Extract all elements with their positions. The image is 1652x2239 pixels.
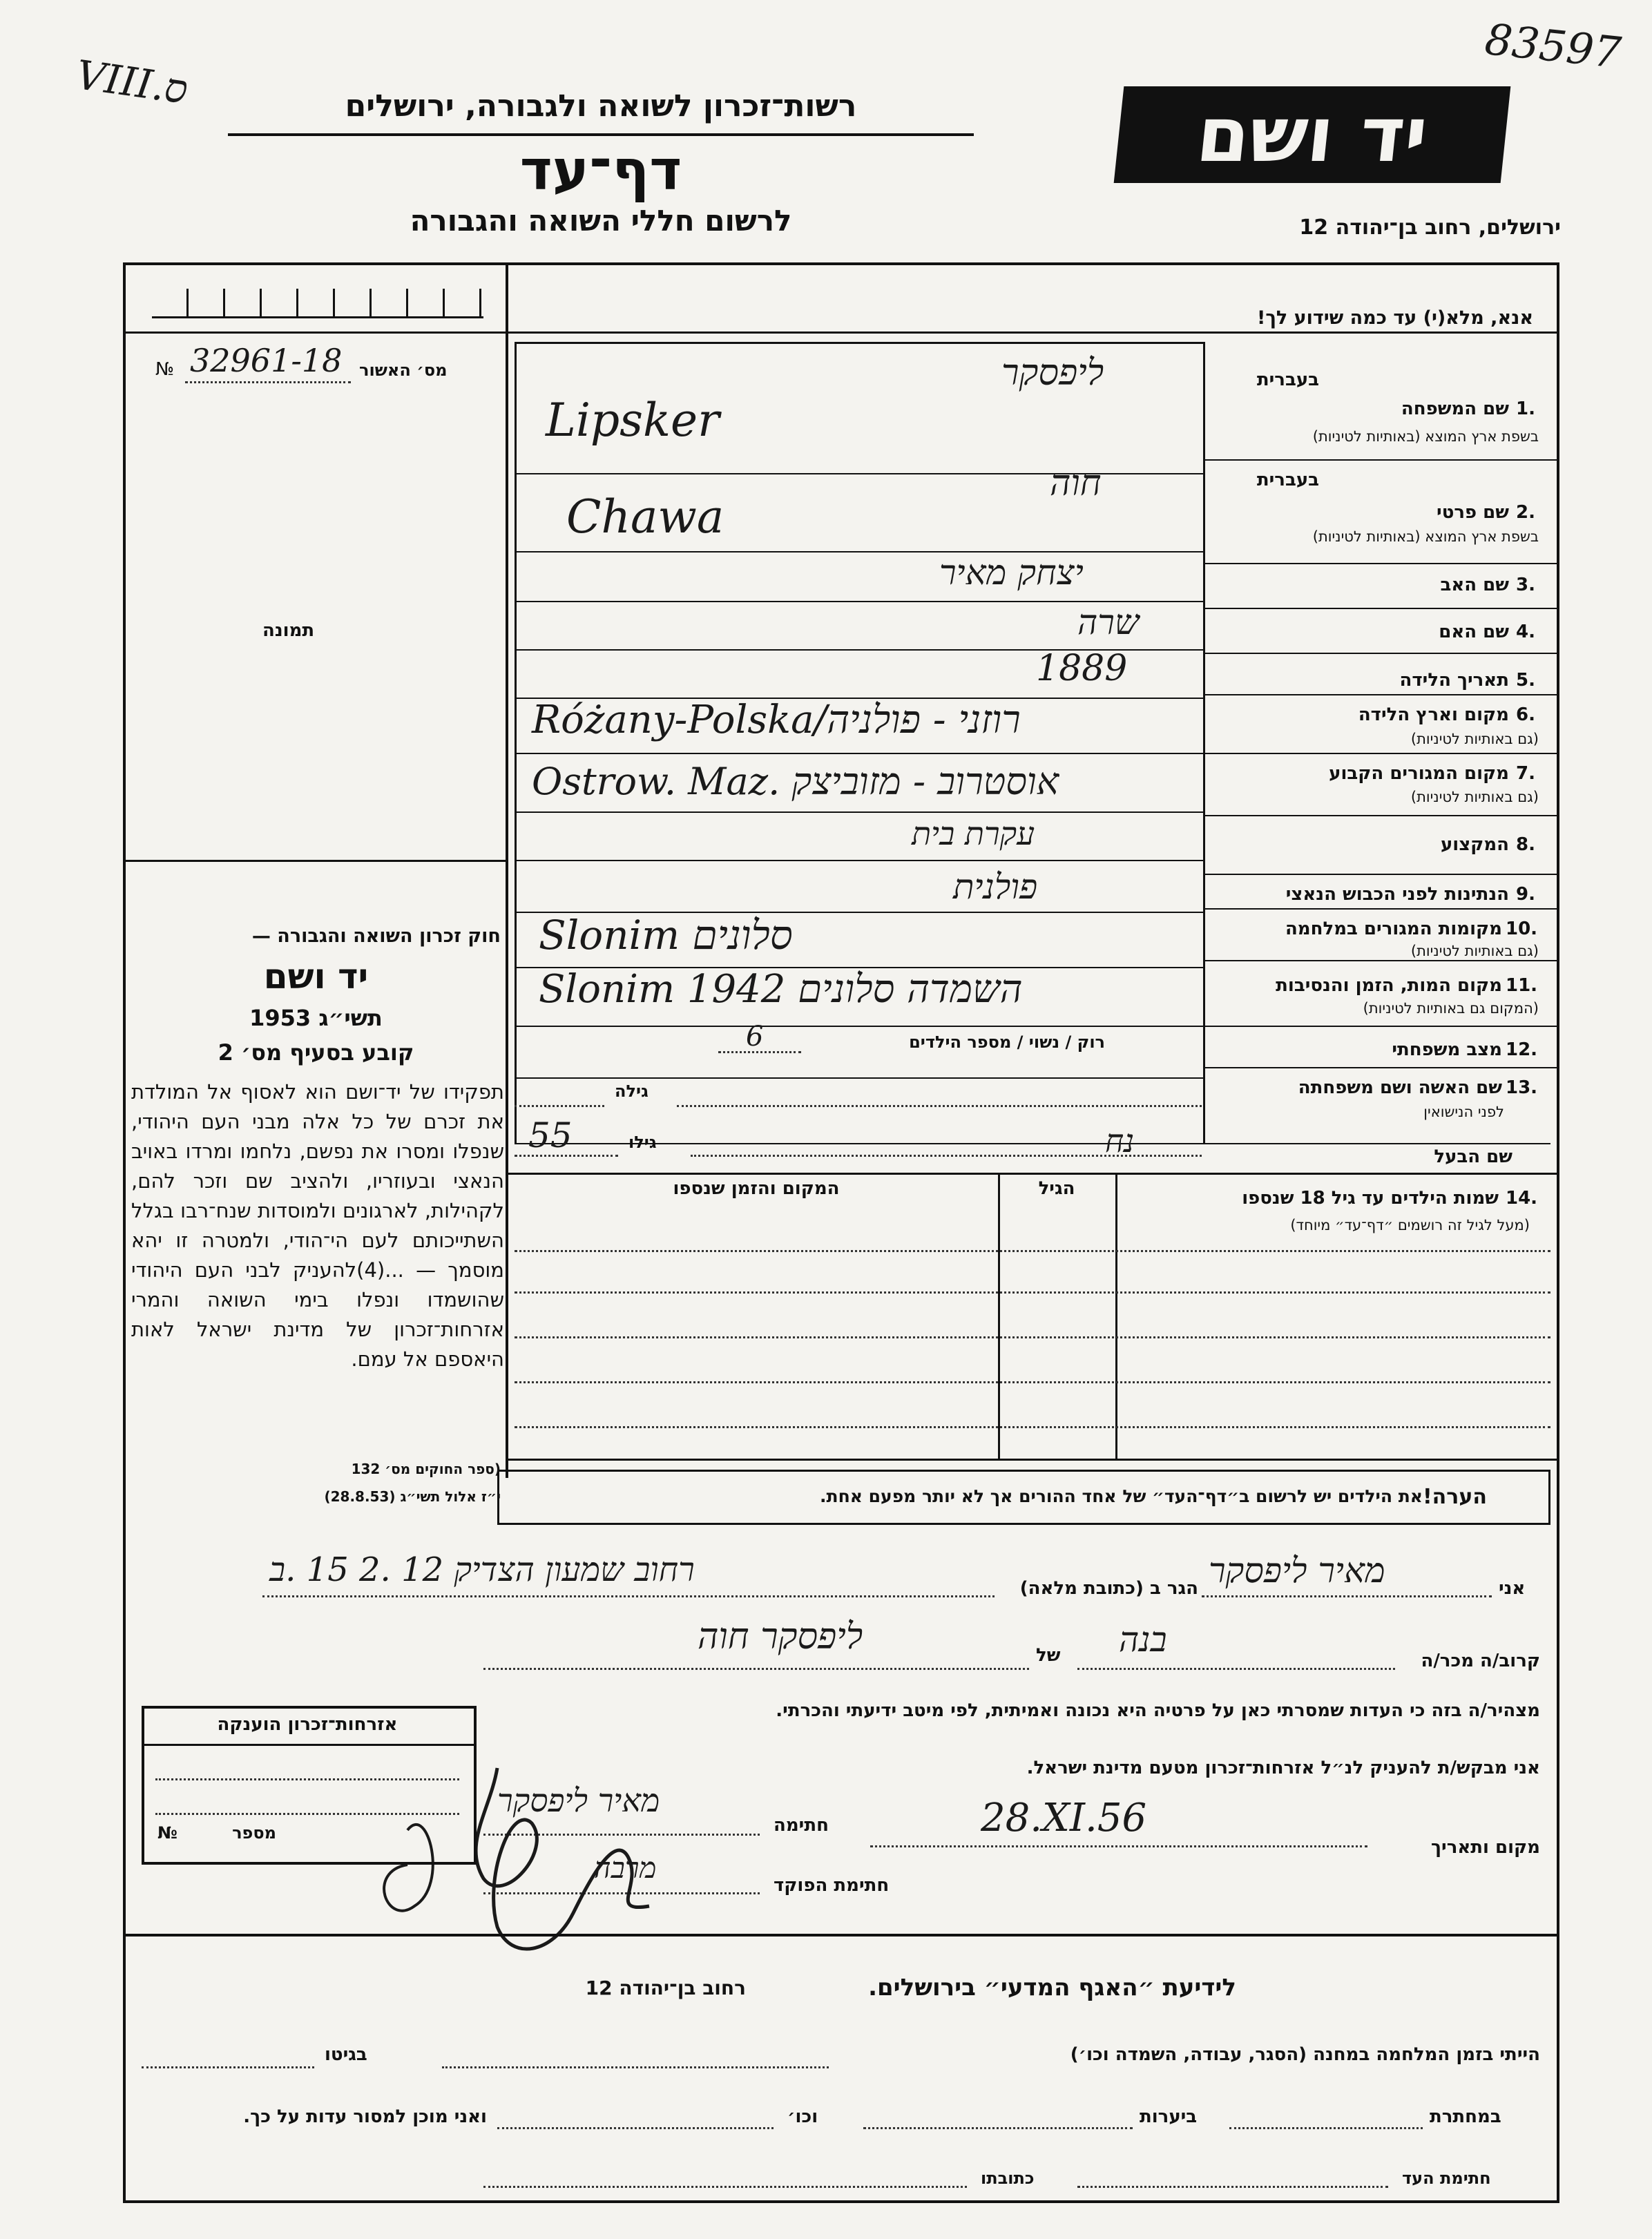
frame-divider: [506, 262, 508, 1478]
row-sep: [515, 753, 1205, 754]
note-text: את הילדים יש לרשום ב״דף־העד״ של אחד ההורים אך לא יותר מפעם אחת.: [820, 1486, 1423, 1506]
field-13-label: שם האשה ושם משפחתה: [1298, 1077, 1502, 1098]
bottom-line1: הייתי בזמן המלחמה במחנה (הסגר, עבודה, השמדה וכו׳): [1070, 2044, 1540, 2065]
field-13-note: לפני הנישואין: [1423, 1104, 1504, 1120]
label-sep: [1205, 874, 1557, 875]
law-ref-1: (ספר החוקים מס׳ 132: [351, 1461, 501, 1477]
residence: Ostrow. Maz. אוסטרוב - מזוביצק: [532, 760, 1059, 803]
field-13-num: 13.: [1506, 1077, 1538, 1098]
children-row-line: [515, 1381, 1550, 1383]
marital-options: רוק / נשוי / מספר הילדים: [909, 1032, 1105, 1052]
children-col-2: [1115, 1173, 1117, 1460]
bottom-divider: [123, 1934, 1559, 1937]
header-row-line: [123, 331, 1559, 334]
children-row-line: [515, 1250, 1550, 1252]
field-10-num: 10.: [1506, 919, 1538, 939]
of-label: של: [1036, 1645, 1061, 1666]
children-num: 14.: [1506, 1188, 1538, 1209]
witness-signature: מאיר ליפסקר: [497, 1782, 660, 1819]
field-10-label: מקומות המגורים במלחמה: [1285, 919, 1502, 939]
bottom-address: רחוב בן־יהודה 12: [585, 1977, 746, 1999]
label-sep: [1205, 563, 1557, 564]
witness-name: מאיר ליפסקר: [1209, 1550, 1385, 1591]
field-7-note: (גם באותיות לטיניות): [1410, 789, 1539, 805]
row-sep: [515, 1026, 1205, 1027]
place-date: 28.XI.56: [981, 1796, 1147, 1841]
field-7-label: מקום המגורים הקבוע: [1329, 763, 1509, 784]
resides-label: הגר ב (כתובת מלאה): [1019, 1578, 1198, 1599]
note-label: הערה!: [1423, 1485, 1487, 1509]
field-5-label: תאריך הלידה: [1399, 670, 1509, 691]
address-label: כתובתו: [981, 2169, 1035, 2188]
surname-hebrew: ליפסקר: [1001, 352, 1104, 394]
wife-age-line: [515, 1105, 604, 1107]
children-count: 6: [746, 1021, 764, 1053]
label-sep: [1205, 653, 1557, 654]
birth-place: Różany-Polska/רוזני - פולניה: [532, 698, 1021, 742]
field-12-label: מצב משפחתי: [1392, 1039, 1502, 1060]
logo-text: יד ושם: [1192, 90, 1432, 179]
approval-label: מס׳ האשור: [359, 361, 448, 380]
field-6-note: (גם באותיות לטיניות): [1410, 731, 1539, 747]
husband-age-line: [515, 1155, 618, 1157]
field-2-label: שם פרטי: [1437, 502, 1509, 523]
camp-line: [442, 2066, 829, 2068]
children-note: (מעל לגיל זה רושמים ״דף־עד״ מיוחד): [1290, 1217, 1530, 1233]
label-sep: [1205, 908, 1557, 910]
header-address: ירושלים, רחוב בן־יהודה 12: [1299, 215, 1561, 240]
ghetto-label: בגיטו: [325, 2044, 367, 2065]
citizenship-box-sep: [142, 1744, 477, 1746]
wife-age-label: גילה: [615, 1082, 649, 1101]
field-4-label: שם האם: [1439, 622, 1509, 642]
relation-label: קרוב/ה מכר/ה: [1421, 1651, 1540, 1671]
underground-label: במחתרת: [1430, 2106, 1501, 2127]
hebrew-tag-2: בעברית: [1256, 470, 1319, 490]
children-label: שמות הילדים עד גיל 18 שנספו: [1242, 1188, 1499, 1209]
witness-address-line: [483, 2186, 967, 2188]
form-subtitle: לרשום חללי השואה והגבורה: [410, 204, 792, 238]
children-row-line: [515, 1291, 1550, 1294]
father-name: יצחק מאיר: [939, 552, 1084, 593]
law-name: יד ושם: [263, 957, 369, 997]
husband-label: שם הבעל: [1434, 1146, 1512, 1167]
children-top: [508, 1173, 1557, 1175]
row-sep: [515, 551, 1205, 552]
relation-line: [1077, 1668, 1395, 1670]
approval-line: [185, 381, 351, 383]
victim-name: ליפסקר חוה: [698, 1616, 863, 1657]
forests-label: ביערות: [1140, 2106, 1198, 2127]
husband-name-line: [691, 1155, 1202, 1157]
label-sep: [1205, 753, 1557, 754]
law-title: חוק זכרון השואה והגבורה —: [251, 925, 501, 947]
citizenship-title: אזרחות־זכרון הוענקה: [217, 1714, 398, 1735]
of-line: [483, 1668, 1029, 1670]
wife-name-line: [677, 1105, 1202, 1107]
citizenship-prefix: №: [157, 1823, 177, 1843]
label-sep: [1205, 815, 1557, 816]
etc-label: וכו׳: [787, 2106, 818, 2127]
ghetto-line: [142, 2066, 314, 2068]
archive-mark: VIII.ס: [73, 51, 191, 113]
decl-statement: מצהיר/ה בזה כי העדות שמסרתי כאן על פרטיה היא נכונה ואמיתית, לפי מיטב ידיעתי והכרתי.: [776, 1700, 1540, 1721]
decl-request: אני מבקש/ת להעניק לנ״ל אזרחות־זכרון מטעם מדינת ישראל.: [1026, 1758, 1540, 1778]
children-row-line: [515, 1336, 1550, 1338]
children-bottom: [508, 1459, 1557, 1461]
field-9-label: הנתינות לפני הכבוש הנאצי: [1285, 884, 1509, 905]
husband-age: 55: [528, 1115, 573, 1155]
law-year: תשי״ג 1953: [249, 1005, 383, 1031]
field-10-note: (גם באותיות לטיניות): [1410, 943, 1539, 959]
children-col-1: [998, 1173, 1000, 1460]
signature-label: חתימה: [774, 1815, 829, 1836]
row-sep: [515, 1143, 1550, 1144]
label-sep: [1205, 608, 1557, 609]
row-sep: [515, 860, 1205, 861]
field-1-note: בשפת ארץ המוצא (באותיות לטיניות): [1312, 428, 1539, 445]
husband-name: נח: [1105, 1122, 1135, 1160]
witness-sig-line: [1077, 2186, 1388, 2188]
firstname-hebrew: חוה: [1050, 463, 1102, 504]
mother-name: שרה: [1077, 602, 1140, 642]
death-place: Slonim 1942 השמדה סלונים: [539, 967, 1023, 1012]
logo: [1114, 86, 1511, 183]
field-11-note: (המקום גם באותיות לטיניות): [1363, 1000, 1539, 1017]
citizenship-line: [155, 1813, 459, 1815]
witness-sig-label: חתימת העד: [1402, 2169, 1491, 2188]
field-2-num: 2.: [1516, 502, 1535, 523]
witness-address: רחוב שמעון הצדיק 12 .2 15 .ב: [269, 1550, 695, 1589]
form-instruction: אנא, מלא(י) עד כמה שידוע לך!: [1257, 307, 1533, 329]
field-6-num: 6.: [1516, 704, 1535, 725]
field-3-label: שם האב: [1440, 575, 1509, 595]
field-3-num: 3.: [1516, 575, 1535, 595]
birth-date: 1889: [1036, 648, 1128, 689]
children-count-line: [718, 1051, 801, 1053]
form-title: דף־עד: [519, 138, 682, 202]
file-number: 83597: [1482, 13, 1624, 79]
wartime-residence: Slonim סלונים: [539, 912, 793, 959]
underground-line: [1229, 2127, 1423, 2129]
label-sep: [1205, 960, 1557, 961]
citizenship-line: [155, 1778, 459, 1780]
law-body: תפקידו של יד־ושם הוא לאסוף אל המולדת את זכרם של כל אלה מבני העם היהודי, שנפלו ומסרו את נפשם, נלחמו ומרדו באויב הנאצי ובעוזריו, ולהציב שם וזכר להם, לקהילות, לארגונים ולמוסדות שנח־רבו בגלל השתייכותם לעם הי־הודי, ולמטרה זו יהא מוסמך — ...(4)להעניק לבני העם היהודי שהושמדו ונפלו בימי השואה והמרי אזרחות־זכרון של מדינת ישראל לאות היאספם אל עמם.: [131, 1080, 504, 1371]
label-sep: [1205, 459, 1557, 461]
field-2-note: בשפת ארץ המוצא (באותיות לטיניות): [1312, 528, 1539, 545]
field-8-label: המקצוע: [1440, 834, 1509, 855]
children-row-line: [515, 1426, 1550, 1428]
forests-line: [863, 2127, 1133, 2129]
photo-label: תמונה: [262, 620, 315, 641]
col-age-header: הגיל: [1038, 1178, 1075, 1199]
field-6-label: מקום וארץ הלידה: [1358, 704, 1509, 725]
field-1-num: 1.: [1516, 398, 1535, 419]
hebrew-tag-1: בעברית: [1256, 369, 1319, 390]
row-sep: [515, 1077, 1205, 1079]
officer-label: חתימת הפוקד: [774, 1875, 890, 1896]
photo-bottom-line: [123, 860, 507, 862]
citizenship-number-label: מספר: [232, 1823, 276, 1843]
surname-latin: Lipsker: [546, 394, 720, 447]
field-4-num: 4.: [1516, 622, 1535, 642]
relation-value: בנה: [1119, 1620, 1167, 1660]
approval-prefix: №: [155, 359, 175, 380]
field-7-num: 7.: [1516, 763, 1535, 784]
field-1-label: שם המשפחה: [1401, 398, 1509, 419]
row-sep: [515, 473, 1205, 474]
field-8-num: 8.: [1516, 834, 1535, 855]
col-place-header: המקום והזמן שנספו: [673, 1178, 840, 1199]
firstname-latin: Chawa: [566, 490, 724, 544]
ready-label: ואני מוכן למסור עדות על כך.: [243, 2106, 487, 2127]
field-11-num: 11.: [1506, 975, 1538, 996]
nationality: פולנית: [953, 867, 1038, 907]
value-col-right: [1203, 342, 1205, 1143]
witness-name-line: [1202, 1595, 1492, 1597]
place-date-line: [870, 1845, 1367, 1847]
etc-line: [497, 2127, 774, 2129]
husband-age-label: גילו: [628, 1133, 657, 1152]
label-sep: [1205, 1067, 1557, 1068]
place-date-label: מקום ותאריך: [1431, 1837, 1540, 1858]
label-sep: [1205, 1026, 1557, 1027]
field-5-num: 5.: [1516, 670, 1535, 691]
field-9-num: 9.: [1516, 884, 1535, 905]
law-ref-2: י״ז אלול תשי״ג (28.8.53): [324, 1488, 501, 1505]
address-line: [262, 1595, 995, 1597]
officer-signature: מרבה: [594, 1851, 657, 1885]
value-top: [515, 342, 1205, 344]
bottom-title: לידיעת ״האגף המדעי״ בירושלים.: [868, 1974, 1236, 2001]
law-section: קובע בסעיף מס׳ 2: [218, 1039, 414, 1066]
field-12-num: 12.: [1506, 1039, 1538, 1060]
decl-ani: אני: [1499, 1578, 1526, 1599]
authority-name: רשות־זכרון לשואה ולגבורה, ירושלים: [228, 88, 974, 136]
tick-boxes: [152, 289, 483, 318]
row-sep: [515, 811, 1205, 813]
approval-number: 32961-18: [190, 342, 343, 379]
label-sep: [1205, 694, 1557, 695]
profession: עקרת בית: [912, 815, 1035, 852]
field-11-label: מקום המות, הזמן והנסיבות: [1276, 975, 1502, 996]
value-col-left: [515, 342, 517, 1143]
